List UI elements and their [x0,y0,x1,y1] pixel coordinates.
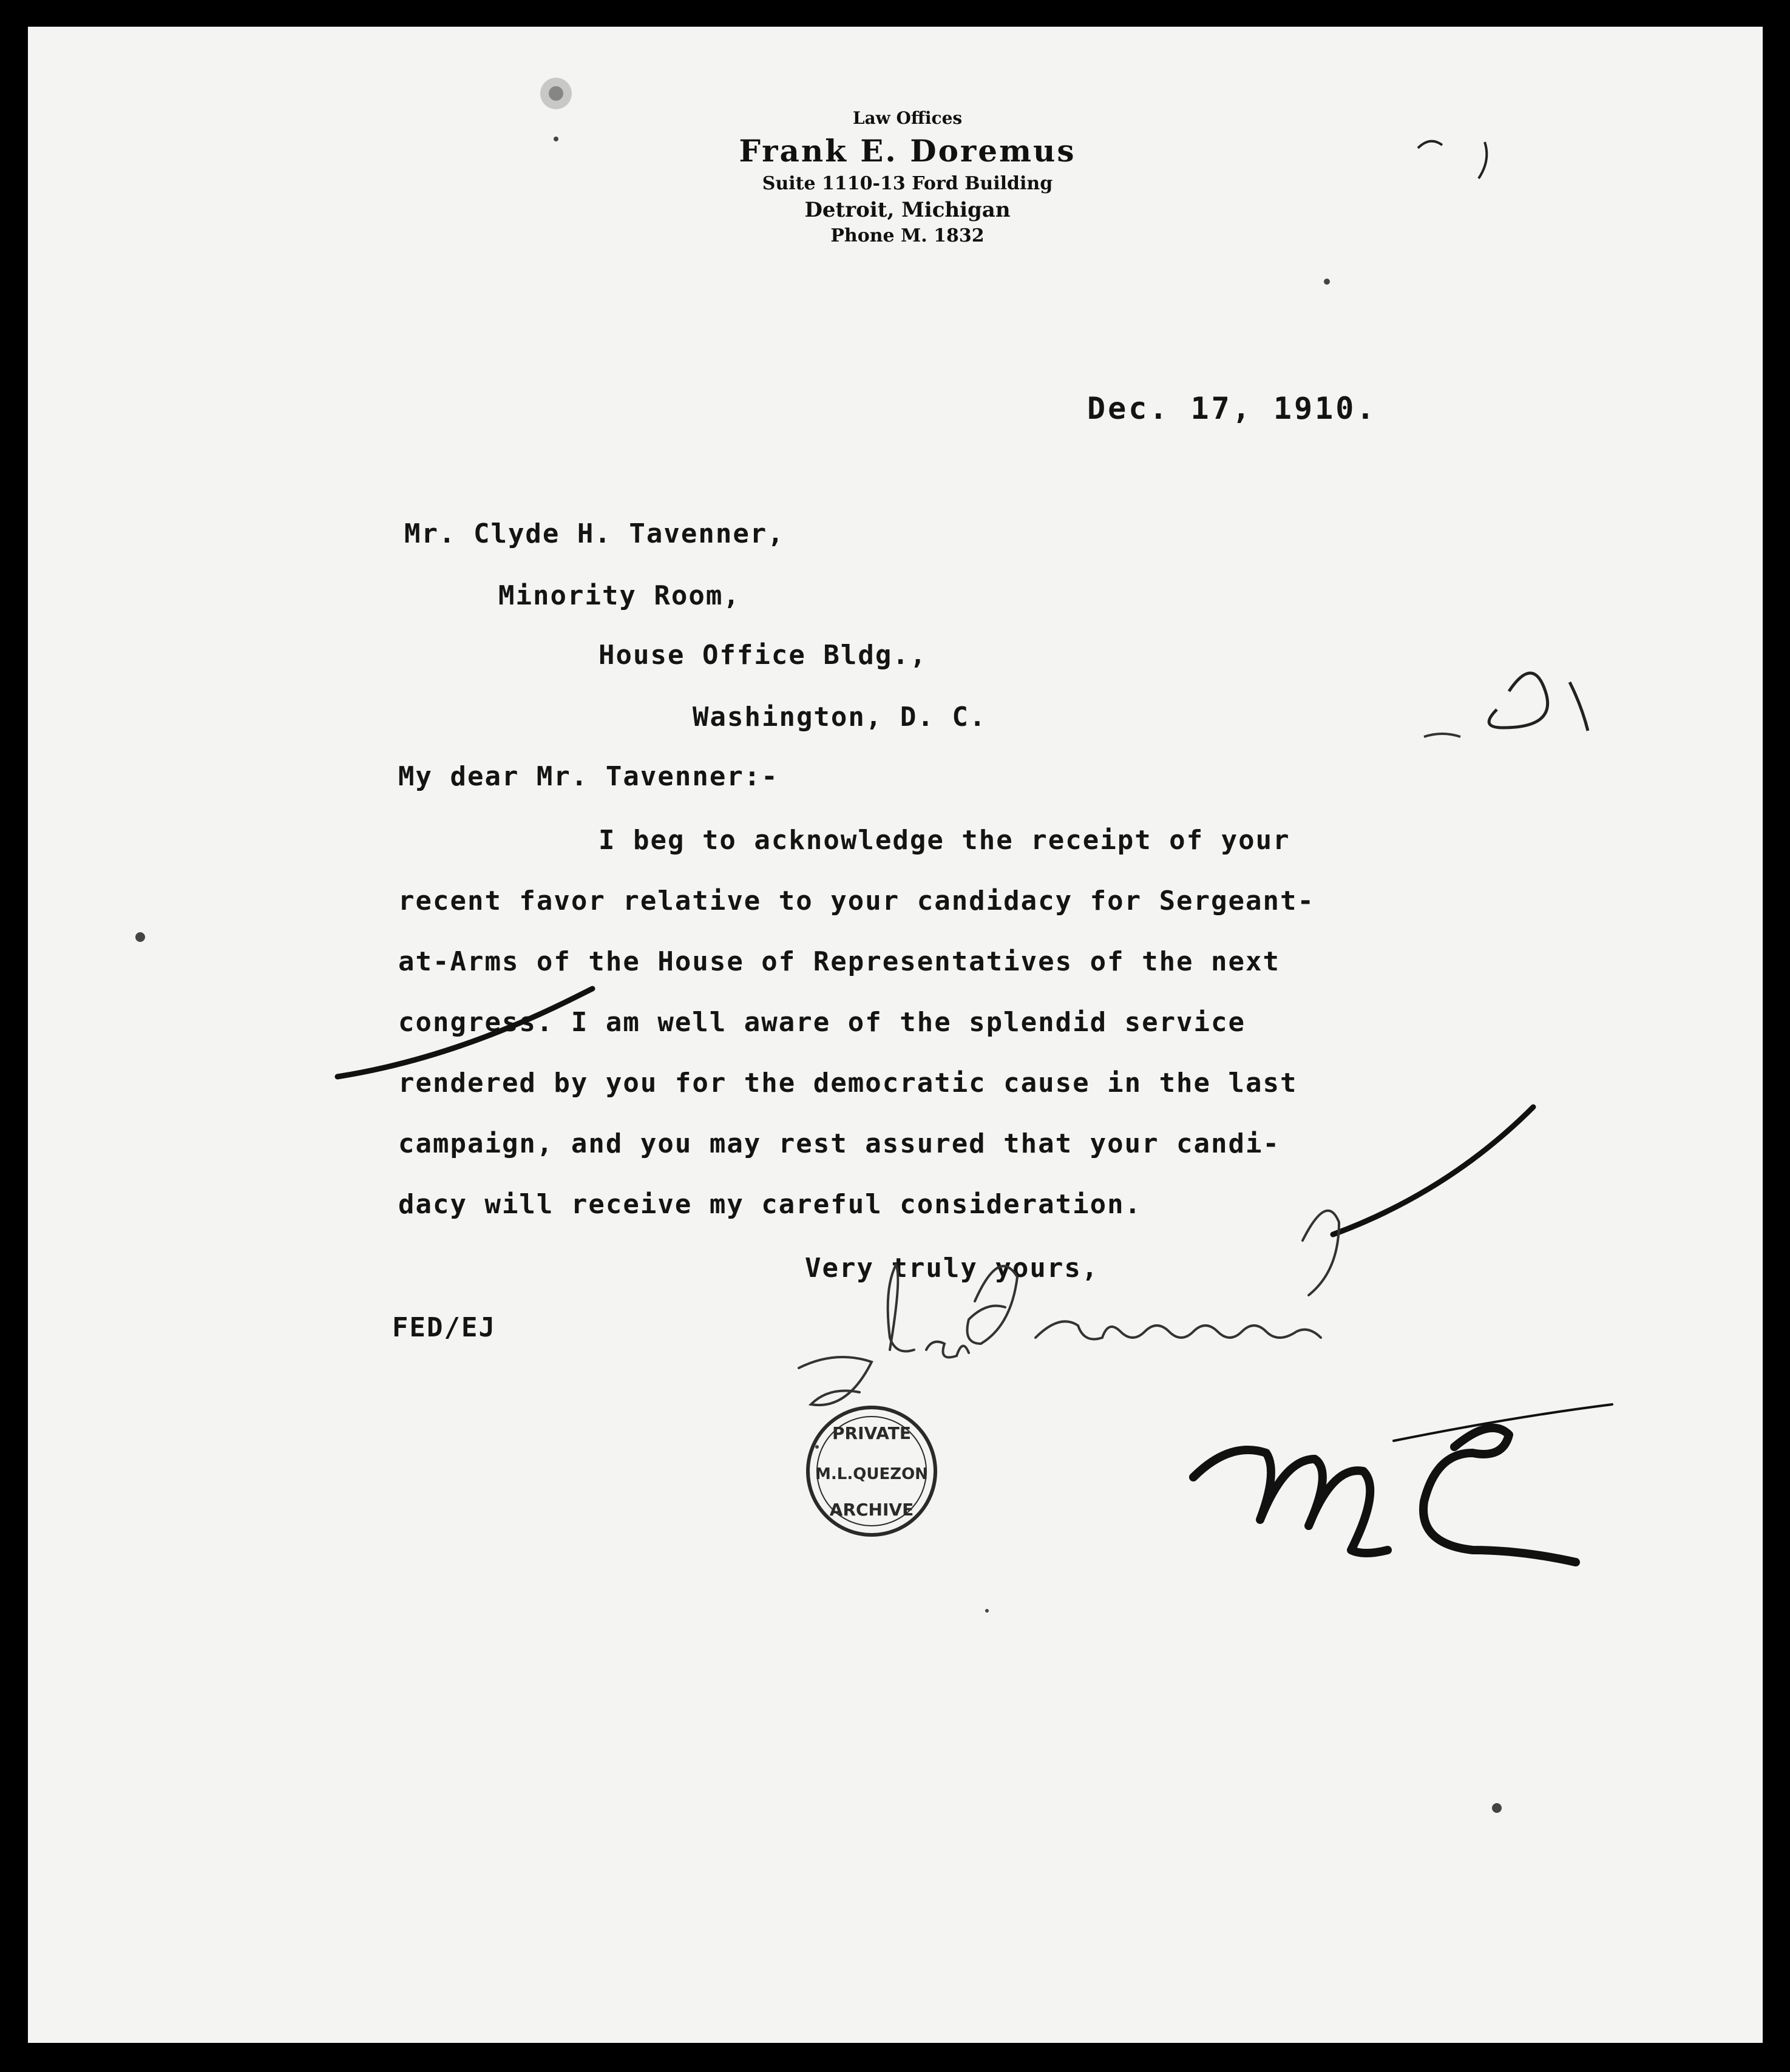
margin-squiggle [1418,141,1487,178]
recipient-line-2: Minority Room, [498,580,741,611]
stamp-bottom-text: ARCHIVE [829,1500,914,1520]
body-line: congress. I am well aware of the splendid service [398,1007,1246,1038]
body-line: I beg to acknowledge the receipt of your [598,825,1290,856]
closing: Very truly yours, [805,1253,1099,1284]
typist-initials: FED/EJ [392,1312,496,1343]
body-line: recent favor relative to your candidacy for Sergeant- [398,885,1315,916]
margin-squiggle-3 [1424,734,1460,737]
body-line: at-Arms of the House of Representatives of the next [398,946,1281,977]
stamp-top-text: PRIVATE [832,1423,911,1443]
handwritten-marks [28,27,1763,2043]
letterhead-city: Detroit, Michigan [804,198,1011,222]
letterhead-name: Frank E. Doremus [739,133,1076,169]
letterhead-suite: Suite 1110-13 Ford Building [762,173,1053,194]
body-line: campaign, and you may rest assured that your candi- [398,1128,1281,1159]
recipient-line-4: Washington, D. C. [693,702,987,733]
mc-notation [1193,1404,1612,1562]
body-line: dacy will receive my careful consideration. [398,1189,1142,1220]
body-line: rendered by you for the democratic cause in the last [398,1068,1298,1099]
letter-paper [28,27,1763,2043]
archive-stamp [802,1401,941,1541]
margin-squiggle-2 [1489,673,1588,731]
scan-speckles [135,78,1502,1813]
recipient-line-1: Mr. Clyde H. Tavenner, [404,518,785,549]
salutation: My dear Mr. Tavenner:- [398,761,779,792]
pen-strike-congress [337,989,592,1077]
letterhead-heading: Law Offices [852,108,963,128]
letterhead-phone: Phone M. 1832 [830,225,985,246]
letter-date: Dec. 17, 1910. [1087,391,1377,426]
stamp-middle-text: M.L.QUEZON [815,1465,928,1483]
recipient-line-3: House Office Bldg., [598,640,927,671]
signature [799,1211,1339,1405]
pen-stroke-right [1333,1107,1533,1234]
